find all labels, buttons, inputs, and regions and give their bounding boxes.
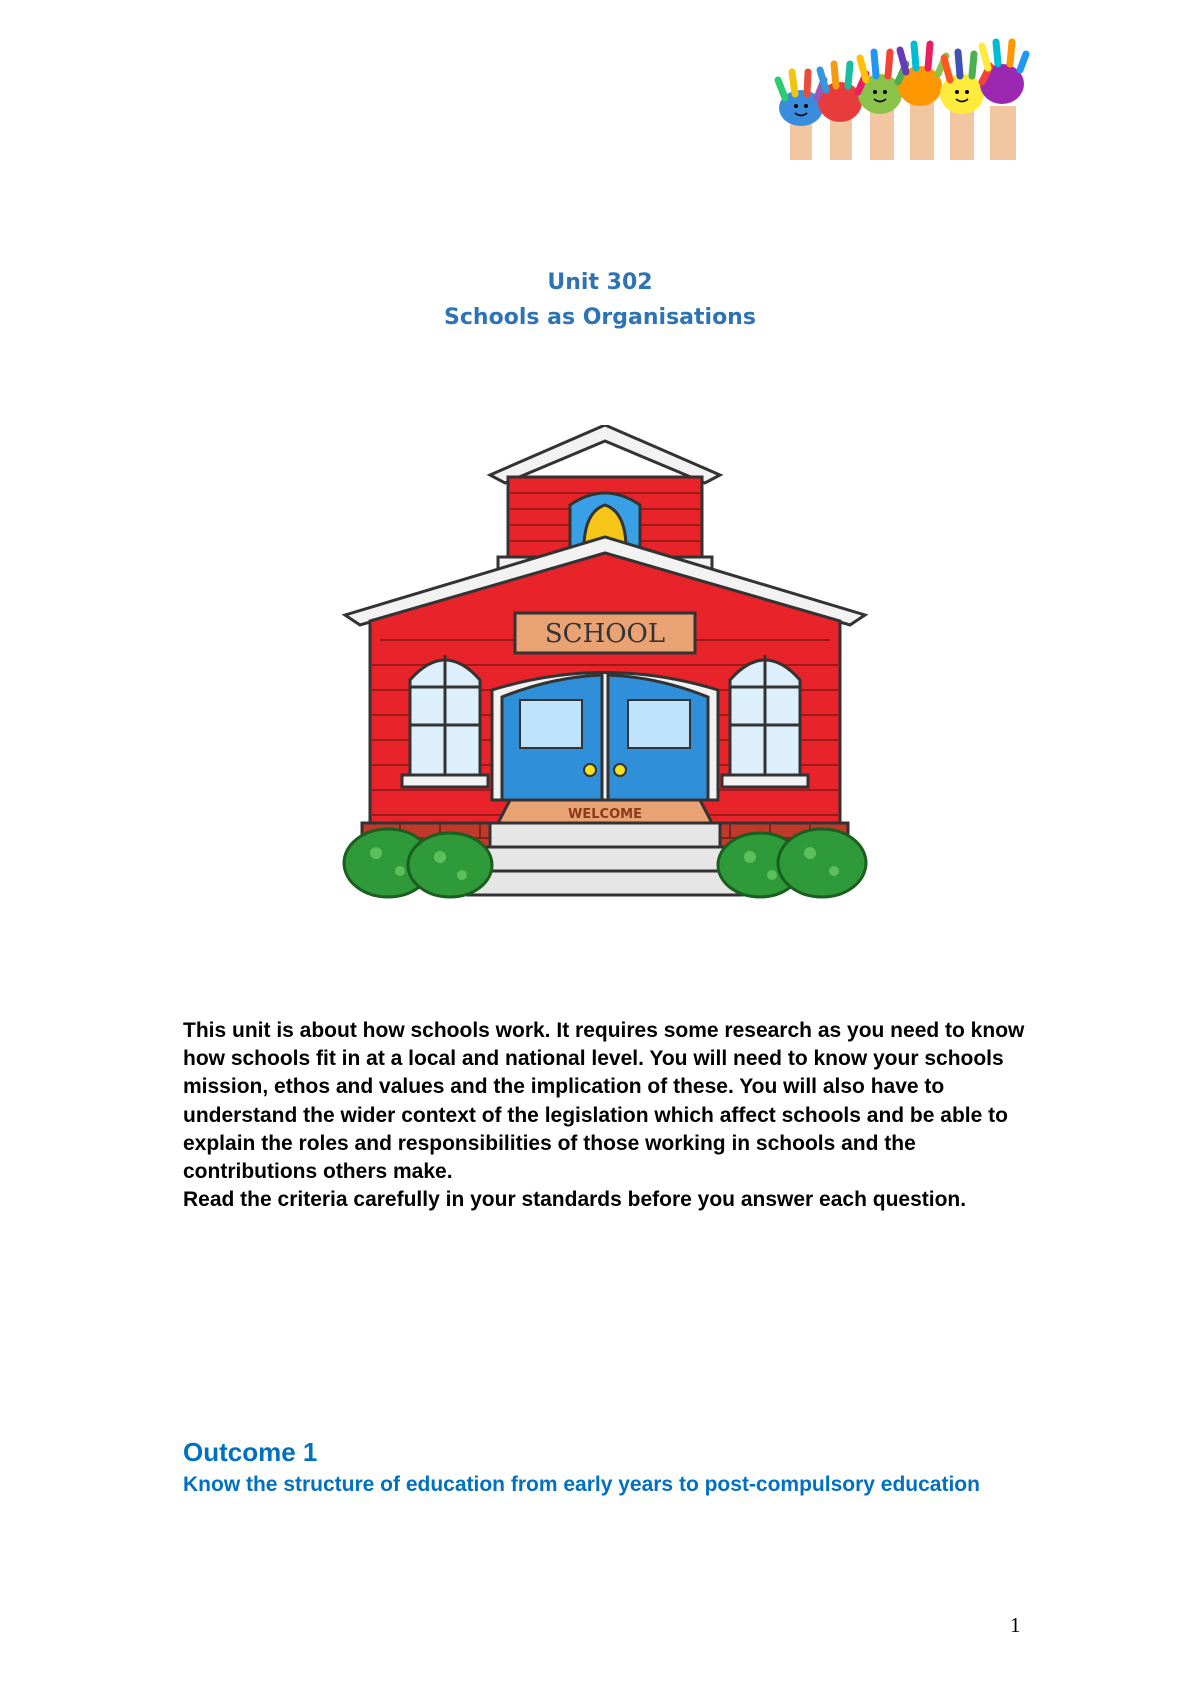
page-number: 1 [1010,1613,1021,1637]
school-sign-text: SCHOOL [544,619,666,649]
outcome-description: Know the structure of education from early years to post-compulsory education [183,1473,980,1496]
painted-hands-image [770,36,1030,160]
outcome-heading: Outcome 1 [183,1437,318,1467]
intro-text [183,1017,1043,1214]
intro-paragraph-1: This unit is about how schools work. It requires some research as you need to know how schools fit in at a local and national level. You will need to know your schools mission, ethos and values and the implication of these. You will also have to understand the wider context of the legislation which affect schools and be able to explain the roles and responsibilities of those working in schools and the contributions others make. [183,1019,1025,1184]
schoolhouse-illustration [340,425,870,945]
intro-paragraph-2: Read the criteria carefully in your standards before you answer each question. [183,1188,967,1212]
unit-subtitle: Schools as Organisations [444,305,756,330]
welcome-mat-text: WELCOME [568,807,642,822]
unit-title: Unit 302 [547,270,653,295]
